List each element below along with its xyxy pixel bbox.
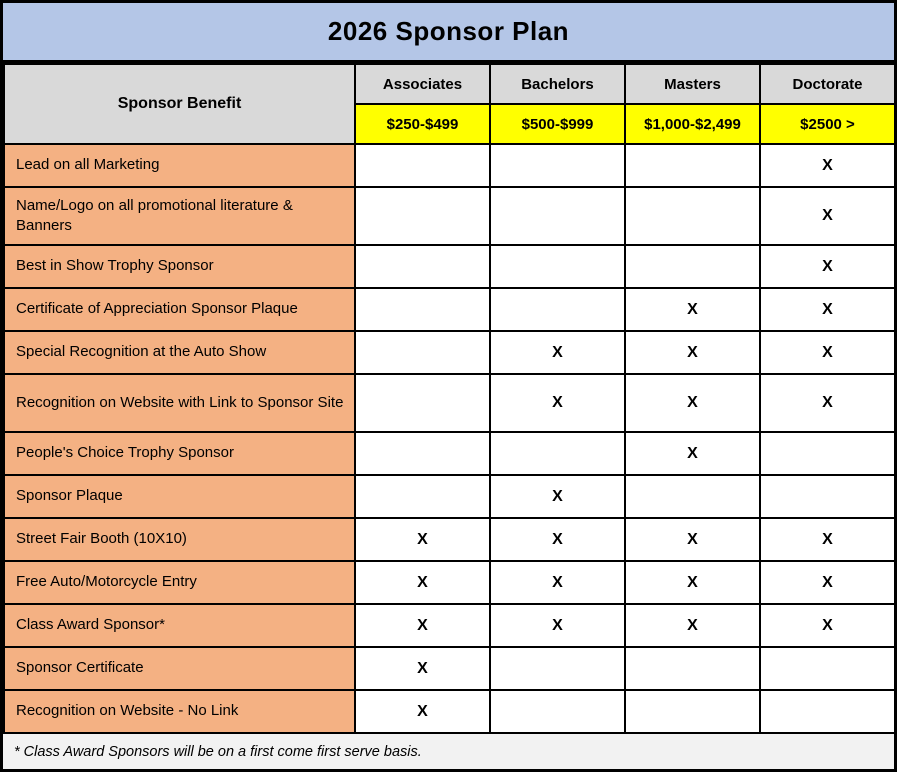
table-row [4,288,895,331]
price-range-bachelors: $500-$999 [490,104,625,144]
tier-header-doctorate: Doctorate [760,64,895,104]
benefit-label: Certificate of Appreciation Sponsor Plaque [4,288,355,331]
table-row [4,245,895,288]
mark-cell-masters: X [625,604,760,647]
mark-cell-masters [625,475,760,518]
table-row [4,331,895,374]
mark-cell-associates [355,374,490,432]
mark-cell-associates: X [355,690,490,733]
benefit-label: Sponsor Certificate [4,647,355,690]
mark-cell-bachelors [490,288,625,331]
sponsor-plan-table [3,63,896,734]
mark-cell-masters: X [625,374,760,432]
price-range-associates: $250-$499 [355,104,490,144]
price-range-doctorate: $2500 > [760,104,895,144]
mark-cell-associates: X [355,518,490,561]
price-range-masters: $1,000-$2,499 [625,104,760,144]
mark-cell-bachelors: X [490,331,625,374]
mark-cell-doctorate [760,475,895,518]
mark-cell-masters: X [625,518,760,561]
mark-cell-bachelors: X [490,518,625,561]
table-row [4,187,895,245]
mark-cell-doctorate: X [760,518,895,561]
table-row [4,432,895,475]
mark-cell-doctorate: X [760,331,895,374]
mark-cell-bachelors [490,187,625,245]
mark-cell-bachelors: X [490,604,625,647]
footnote: * Class Award Sponsors will be on a first come first serve basis. [3,734,894,769]
mark-cell-masters: X [625,331,760,374]
benefit-label: Street Fair Booth (10X10) [4,518,355,561]
mark-cell-doctorate [760,647,895,690]
mark-cell-associates [355,432,490,475]
mark-cell-bachelors [490,245,625,288]
benefit-column-header: Sponsor Benefit [4,64,355,144]
table-row [4,690,895,733]
mark-cell-masters [625,647,760,690]
benefit-label: Name/Logo on all promotional literature & Banners [4,187,355,245]
benefit-label: Special Recognition at the Auto Show [4,331,355,374]
benefit-label: Class Award Sponsor* [4,604,355,647]
mark-cell-doctorate: X [760,288,895,331]
mark-cell-doctorate: X [760,187,895,245]
mark-cell-bachelors: X [490,475,625,518]
mark-cell-associates: X [355,604,490,647]
mark-cell-masters: X [625,561,760,604]
mark-cell-bachelors [490,647,625,690]
benefit-label: Recognition on Website with Link to Sponsor Site [4,374,355,432]
mark-cell-masters [625,690,760,733]
benefit-label: Best in Show Trophy Sponsor [4,245,355,288]
mark-cell-doctorate: X [760,144,895,187]
table-row [4,561,895,604]
table-row [4,475,895,518]
mark-cell-associates: X [355,647,490,690]
table-row [4,374,895,432]
mark-cell-bachelors [490,690,625,733]
mark-cell-masters [625,245,760,288]
mark-cell-associates [355,144,490,187]
table-row [4,604,895,647]
table-row [4,647,895,690]
tier-header-bachelors: Bachelors [490,64,625,104]
mark-cell-masters: X [625,288,760,331]
mark-cell-doctorate [760,690,895,733]
benefit-label: Sponsor Plaque [4,475,355,518]
page-title: 2026 Sponsor Plan [3,3,894,63]
tier-header-masters: Masters [625,64,760,104]
mark-cell-masters [625,187,760,245]
mark-cell-associates [355,245,490,288]
mark-cell-bachelors [490,432,625,475]
tier-header-row [4,64,895,104]
benefit-label: People's Choice Trophy Sponsor [4,432,355,475]
mark-cell-associates [355,288,490,331]
mark-cell-associates: X [355,561,490,604]
mark-cell-doctorate [760,432,895,475]
mark-cell-associates [355,187,490,245]
mark-cell-bachelors: X [490,374,625,432]
mark-cell-masters [625,144,760,187]
benefit-label: Recognition on Website - No Link [4,690,355,733]
mark-cell-associates [355,475,490,518]
mark-cell-bachelors [490,144,625,187]
benefit-label: Free Auto/Motorcycle Entry [4,561,355,604]
mark-cell-doctorate: X [760,245,895,288]
mark-cell-masters: X [625,432,760,475]
benefit-label: Lead on all Marketing [4,144,355,187]
tier-header-associates: Associates [355,64,490,104]
mark-cell-doctorate: X [760,374,895,432]
mark-cell-associates [355,331,490,374]
table-row [4,144,895,187]
mark-cell-doctorate: X [760,561,895,604]
table-row [4,518,895,561]
mark-cell-doctorate: X [760,604,895,647]
mark-cell-bachelors: X [490,561,625,604]
